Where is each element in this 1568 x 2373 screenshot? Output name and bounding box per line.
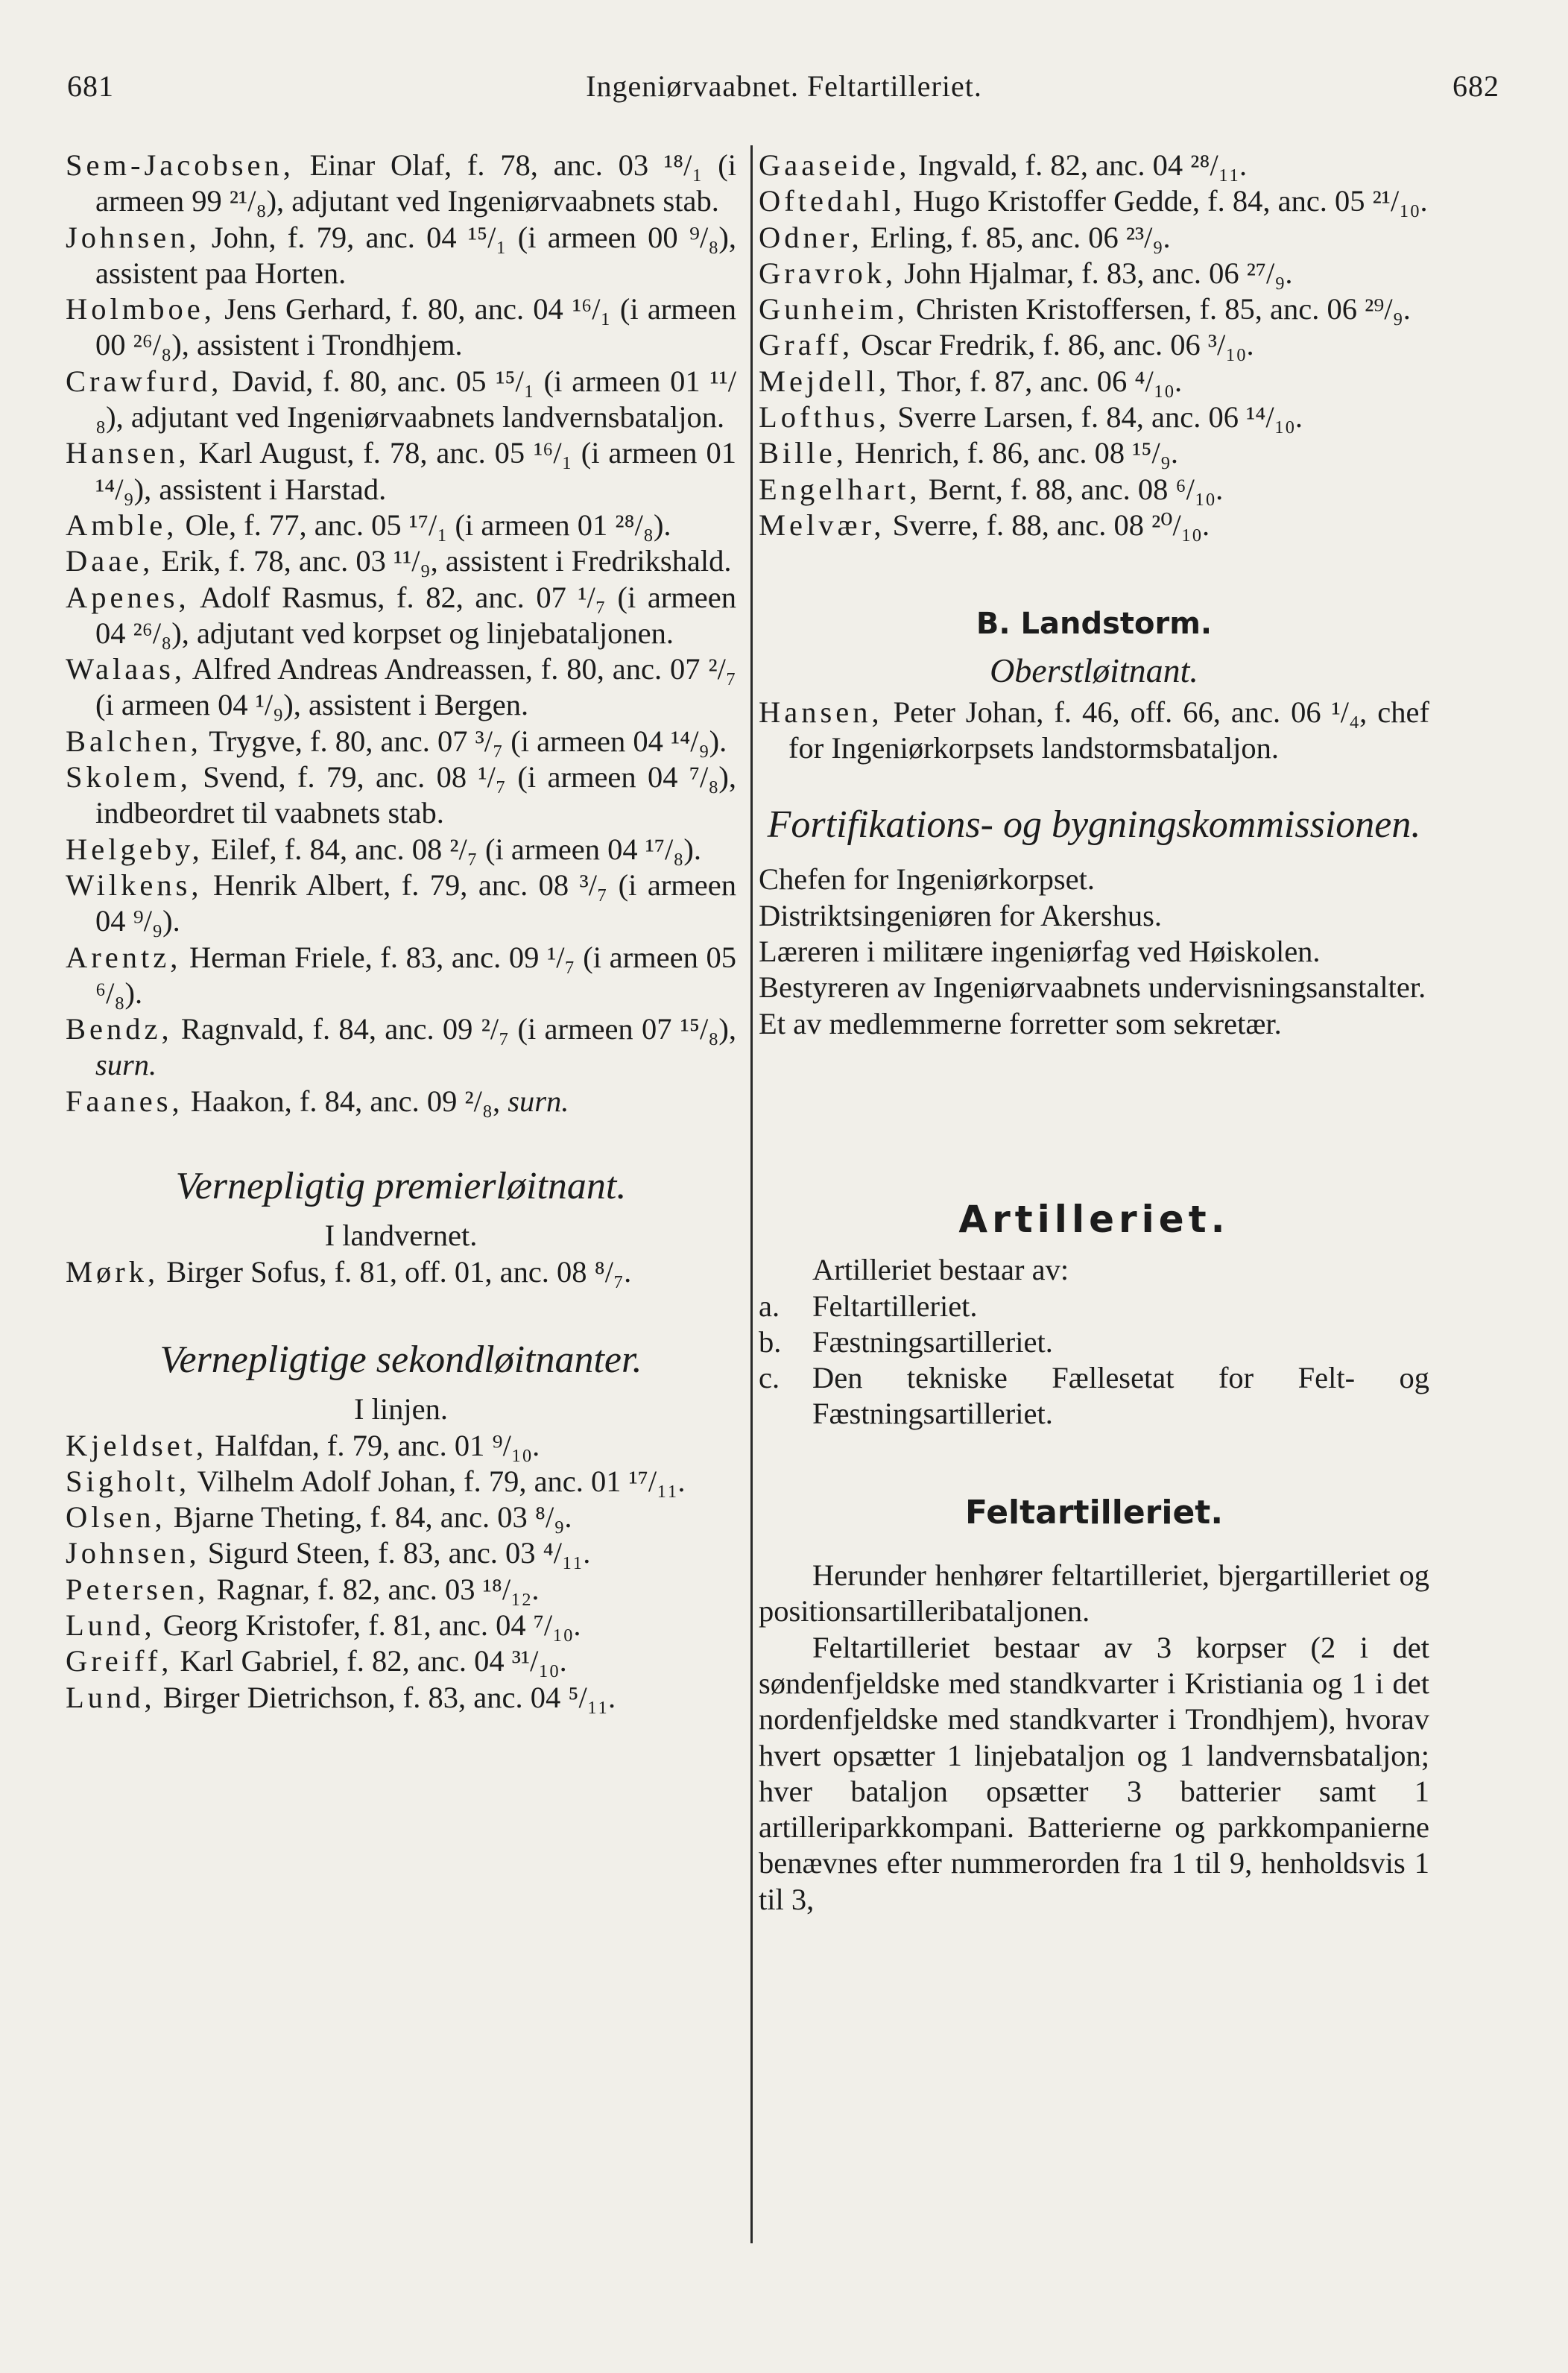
list-item: Chefen for Ingeniørkorpset. (759, 862, 1095, 897)
list-item: Balchen, Trygve, f. 80, anc. 07 ³/₇ (i armeen 04 ¹⁴/₉). (66, 724, 727, 758)
list-item: Arentz, Herman Friele, f. 83, anc. 09 ¹/₇ (i armeen 05 ⁶/₈). (66, 940, 736, 1010)
list-item: Johnsen, Sigurd Steen, f. 83, anc. 03 ⁴/₁₁. (66, 1536, 591, 1570)
list-item: Sem-Jacobsen, Einar Olaf, f. 78, anc. 03 ¹⁸/₁ (i armeen 99 ²¹/₈), adjutant ved Ingeniørvaabnets stab. (66, 148, 736, 218)
list-item: Wilkens, Henrik Albert, f. 79, anc. 08 ³/₇ (i armeen 04 ⁹/₉). (66, 868, 736, 938)
section-heading: Fortifikations- og bygningskommissionen. (767, 803, 1421, 847)
list-item: Apenes, Adolf Rasmus, f. 82, anc. 07 ¹/₇ (i armeen 04 ²⁶/₈), adjutant ved korpset og linjebataljonen. (66, 580, 736, 650)
list-item: b. Fæstningsartilleriet. (759, 1324, 1053, 1359)
section-heading: Feltartilleriet. (964, 1493, 1224, 1532)
page-number-right: 682 (1452, 69, 1499, 103)
list-item: Bestyreren av Ingeniørvaabnets undervisningsanstalter. (759, 970, 1426, 1005)
list-item: a. Feltartilleriet. (759, 1289, 978, 1323)
list-item: Distriktsingeniøren for Akershus. (759, 898, 1163, 932)
list-item: Olsen, Bjarne Theting, f. 84, anc. 03 ⁸/₉. (66, 1500, 572, 1535)
section-heading: B. Landstorm. (976, 607, 1213, 642)
list-item: Amble, Ole, f. 77, anc. 05 ¹⁷/₁ (i armeen 01 ²⁸/₈). (66, 508, 671, 542)
list-item: Hansen, Karl August, f. 78, anc. 05 ¹⁶/₁ (i armeen 01 ¹⁴/₉), assistent i Harstad. (66, 436, 736, 506)
section-subheading: I linjen. (354, 1392, 448, 1426)
list-item: Et av medlemmerne forretter som sekretær. (759, 1006, 1282, 1040)
page-number-left: 681 (67, 69, 114, 103)
list-item: Odner, Erling, f. 85, anc. 06 ²³/₉. (759, 220, 1171, 254)
list-item: Hansen, Peter Johan, f. 46, off. 66, anc. 06 ¹/₄, chef for Ingeniørkorpsets landstormsbataljon. (759, 695, 1429, 765)
chapter-heading: Artilleriet. (958, 1197, 1230, 1241)
list-item: Sigholt, Vilhelm Adolf Johan, f. 79, anc. 01 ¹⁷/₁₁. (66, 1464, 686, 1498)
list-item: Petersen, Ragnar, f. 82, anc. 03 ¹⁸/₁₂. (66, 1572, 540, 1606)
section-subheading: I landvernet. (324, 1219, 478, 1253)
list-item: Crawfurd, David, f. 80, anc. 05 ¹⁵/₁ (i armeen 01 ¹¹/₈), adjutant ved Ingeniørvaabnets landvernsbataljon. (66, 364, 736, 435)
list-item: Gravrok, John Hjalmar, f. 83, anc. 06 ²⁷/₉. (759, 256, 1293, 290)
list-item: c. Den tekniske Fællesetat for Felt- og Fæstningsartilleriet. (759, 1361, 1429, 1431)
list-item: Skolem, Svend, f. 79, anc. 08 ¹/₇ (i armeen 04 ⁷/₈), indbeordret til vaabnets stab. (66, 760, 736, 830)
column-divider (750, 145, 753, 2243)
list-item: Gaaseide, Ingvald, f. 82, anc. 04 ²⁸/₁₁. (759, 148, 1248, 182)
officer-list (66, 148, 736, 1119)
list-item: Læreren i militære ingeniørfag ved Høiskolen. (759, 935, 1321, 969)
list-item: Melvær, Sverre, f. 88, anc. 08 ²⁰/₁₀. (759, 508, 1210, 542)
list-item: Daae, Erik, f. 78, anc. 03 ¹¹/₉, assistent i Fredrikshald. (66, 544, 732, 578)
list-item: Johnsen, John, f. 79, anc. 04 ¹⁵/₁ (i armeen 00 ⁹/₈), assistent paa Horten. (66, 220, 736, 290)
list-item: Lund, Birger Dietrichson, f. 83, anc. 04 ⁵/₁₁. (66, 1680, 616, 1714)
list-item: Greiff, Karl Gabriel, f. 82, anc. 04 ³¹/₁₀. (66, 1644, 567, 1678)
paragraph: Feltartilleriet bestaar av 3 korpser (2 i det søndenfjeldske med standkvarter i Kristiania og 1 i det nordenfjeldske med standkvarter i Trondhjem), hvorav hvert opsætter 1 linjebataljon og 1 landvernsbataljon; hver bataljon opsætter 3 batterier samt 1 artilleriparkkompani. Batterierne og parkkompanierne benævnes efter nummerorden fra 1 til 9, henholdsvis 1 til 3, (759, 1630, 1429, 1916)
running-title: Ingeniørvaabnet. Feltartilleriet. (586, 69, 982, 103)
list-item: Kjeldset, Halfdan, f. 79, anc. 01 ⁹/₁₀. (66, 1428, 540, 1462)
list-item: Oftedahl, Hugo Kristoffer Gedde, f. 84, anc. 05 ²¹/₁₀. (759, 184, 1428, 218)
intro-text: Artilleriet bestaar av: (812, 1253, 1069, 1287)
list-item: Mørk, Birger Sofus, f. 81, off. 01, anc. 08 ⁸/₇. (66, 1254, 632, 1289)
list-item: Lofthus, Sverre Larsen, f. 84, anc. 06 ¹⁴/₁₀. (759, 400, 1303, 435)
section-heading: Vernepligtig premierløitnant. (175, 1165, 627, 1208)
list-item: Graff, Oscar Fredrik, f. 86, anc. 06 ³/₁₀. (759, 328, 1254, 362)
list-item: Gunheim, Christen Kristoffersen, f. 85, anc. 06 ²⁹/₉. (759, 292, 1411, 326)
list-item: Lund, Georg Kristofer, f. 81, anc. 04 ⁷/₁₀. (66, 1608, 581, 1642)
list-item: Faanes, Haakon, f. 84, anc. 09 ²/₈, surn. (66, 1084, 569, 1118)
paragraph: Herunder henhører feltartilleriet, bjergartilleriet og positionsartilleribataljonen. (759, 1558, 1429, 1628)
list-item: Engelhart, Bernt, f. 88, anc. 08 ⁶/₁₀. (759, 472, 1224, 506)
section-subheading: Oberstløitnant. (990, 651, 1198, 689)
list-item: Bille, Henrich, f. 86, anc. 08 ¹⁵/₉. (759, 436, 1179, 470)
list-item: Holmboe, Jens Gerhard, f. 80, anc. 04 ¹⁶/₁ (i armeen 00 ²⁶/₈), assistent i Trondhjem. (66, 292, 736, 362)
right-column (759, 148, 1429, 1918)
list-item: Bendz, Ragnvald, f. 84, anc. 09 ²/₇ (i armeen 07 ¹⁵/₈), surn. (66, 1012, 736, 1082)
list-item: Walaas, Alfred Andreas Andreassen, f. 80, anc. 07 ²/₇ (i armeen 04 ¹/₉), assistent i Bergen. (66, 652, 736, 722)
list-item: Helgeby, Eilef, f. 84, anc. 08 ²/₇ (i armeen 04 ¹⁷/₈). (66, 832, 702, 866)
section-heading: Vernepligtige sekondløitnanter. (159, 1338, 642, 1381)
left-column (66, 148, 736, 1716)
list-item: Mejdell, Thor, f. 87, anc. 06 ⁴/₁₀. (759, 364, 1183, 398)
